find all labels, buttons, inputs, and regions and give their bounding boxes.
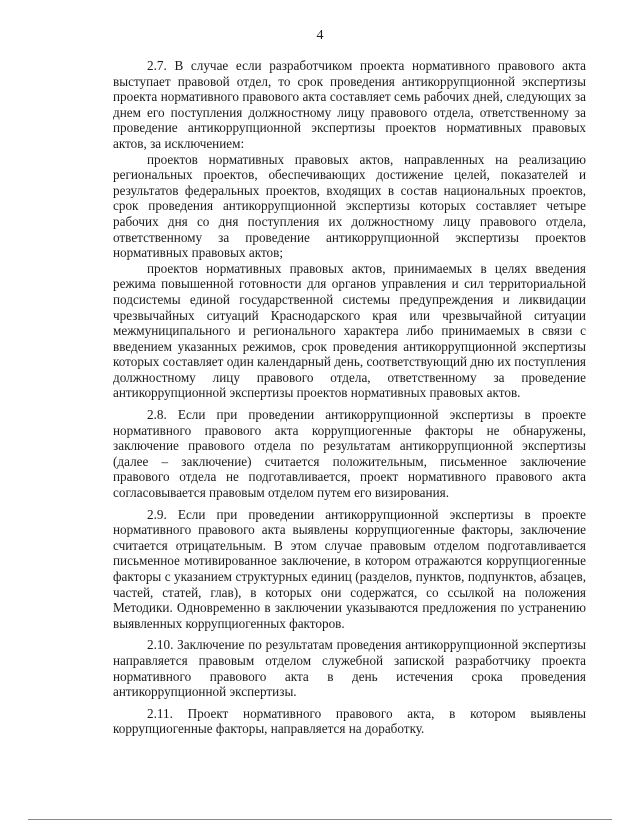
paragraph-2-10: 2.10. Заключение по результатам проведения антикоррупционной экспертизы направляется правовым отделом служебной запиской разработчику проекта нормативного правового акта в день истечения срока проведения антикоррупционной экспертизы. [113,637,586,700]
bottom-divider [28,819,612,820]
paragraph-2-11: 2.11. Проект нормативного правового акта, в котором выявлены коррупциогенные факторы, направляется на доработку. [113,705,586,737]
paragraph-2-9: 2.9. Если при проведении антикоррупционной экспертизы в проекте нормативного правового акта выявлены коррупциогенные факторы, заключение считается отрицательным. В этом случае правовым отделом подготавливается письменное мотивированное заключение, в котором отражаются коррупциогенные факторы с указанием структурных единиц (разделов, пунктов, подпунктов, абзацев, частей, статей, глав), в которых они содержатся, со ссылкой на положения Методики. Одновременно в заключении указываются предложения по устранению выявленных коррупциогенных факторов. [113,506,586,631]
paragraph-2-7: 2.7. В случае если разработчиком проекта нормативного правового акта выступает правовой отдел, то срок проведения антикоррупционной экспертизы проекта нормативного правового акта составляет семь рабочих дней, следующих за днем его поступления должностному лицу правового отдела, ответственному за проведение антикоррупционной экспертизы проектов нормативных правовых актов, за исключением: [113,58,586,151]
paragraph-2-7-exception-emergency-regime: проектов нормативных правовых актов, принимаемых в целях введения режима повышенной готовности для органов управления и сил территориальной подсистемы единой государственной системы предупреждения и ликвидации чрезвычайных ситуаций Краснодарского края или чрезвычайной ситуации межмуниципального и регионального характера либо принимаемых в связи с введением указанных режимов, срок проведения антикоррупционной экспертизы которых составляет один календарный день, соответствующий дню их поступления должностному лицу правового отдела, ответственному за проведение антикоррупционной экспертизы проектов нормативных правовых актов. [113,260,586,401]
page-number: 4 [316,28,324,43]
paragraph-2-8: 2.8. Если при проведении антикоррупционной экспертизы в проекте нормативного правового акта коррупциогенные факторы не обнаружены, заключение правового отдела по результатам антикоррупционной экспертизы (далее – заключение) считается положительным, письменное заключение правового отдела не подготавливается, проект нормативного правового акта согласовывается правовым отделом путем его визирования. [113,407,586,501]
document-body [113,58,586,737]
paragraph-2-7-exception-regional-projects: проектов нормативных правовых актов, направленных на реализацию региональных проектов, обеспечивающих достижение целей, показателей и результатов федеральных проектов, входящих в состав национальных проектов, срок проведения антикоррупционной экспертизы которых составляет четыре рабочих дня со дня поступления их должностному лицу правового отдела, ответственному за проведение антикоррупционной экспертизы проектов нормативных правовых актов; [113,151,586,261]
